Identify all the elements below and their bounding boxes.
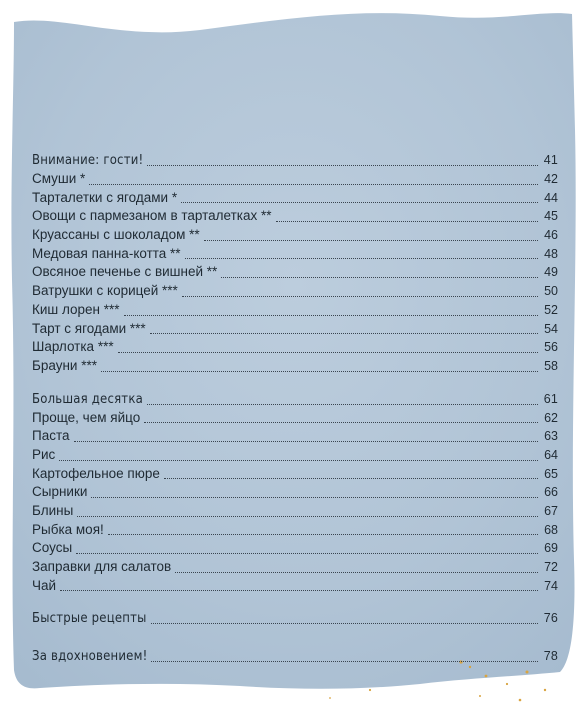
entry-title: Сырники xyxy=(32,484,88,500)
entry-title: Медовая панна-котта ** xyxy=(32,245,181,261)
dot-leader xyxy=(182,294,538,297)
entry-title: Ватрушки с корицей *** xyxy=(32,283,178,299)
dot-leader xyxy=(221,275,538,278)
toc-entry[interactable] xyxy=(32,226,558,245)
page-number: 76 xyxy=(543,611,558,626)
section-title: За вдохновением! xyxy=(32,649,148,665)
page-number: 49 xyxy=(544,265,558,280)
dot-leader xyxy=(89,182,538,185)
page-number: 50 xyxy=(544,284,558,299)
dot-leader xyxy=(60,588,538,591)
toc-section xyxy=(32,608,558,628)
table-of-contents xyxy=(32,150,558,679)
entry-title: Овощи с пармезаном в тарталетках ** xyxy=(32,208,272,224)
dot-leader xyxy=(150,331,538,334)
dot-leader xyxy=(101,369,538,372)
dot-leader xyxy=(147,402,538,405)
page-number: 64 xyxy=(544,447,558,462)
dot-leader xyxy=(118,350,538,353)
page-number: 62 xyxy=(544,410,558,425)
page-number: 78 xyxy=(543,649,558,664)
toc-entry[interactable] xyxy=(32,427,558,446)
toc-section xyxy=(32,646,558,666)
toc-section xyxy=(32,389,558,596)
entry-title: Паста xyxy=(32,428,70,444)
entry-title: Картофельное пюре xyxy=(32,465,160,481)
dot-leader xyxy=(175,570,538,573)
page-number: 42 xyxy=(544,172,558,186)
page-number: 66 xyxy=(544,485,558,500)
page-number: 45 xyxy=(544,209,558,224)
toc-entry[interactable] xyxy=(32,170,558,189)
section-heading[interactable] xyxy=(32,608,558,628)
page-number: 74 xyxy=(544,578,558,593)
dot-leader xyxy=(144,420,538,423)
toc-entry[interactable] xyxy=(32,558,558,577)
section-heading[interactable] xyxy=(32,150,558,170)
page-number: 63 xyxy=(544,429,558,444)
entry-title: Смуши * xyxy=(32,171,86,186)
dot-leader xyxy=(164,476,538,479)
page-number: 65 xyxy=(544,466,558,481)
entry-title: Круассаны с шоколадом ** xyxy=(32,227,200,243)
toc-entry[interactable] xyxy=(32,521,558,540)
section-heading[interactable] xyxy=(32,389,558,409)
toc-section xyxy=(32,150,558,376)
section-title: Внимание: гости! xyxy=(32,153,144,168)
dot-leader xyxy=(151,659,538,662)
toc-entry[interactable] xyxy=(32,282,558,301)
toc-entry[interactable] xyxy=(32,207,558,226)
toc-entry[interactable] xyxy=(32,320,558,339)
page-number: 58 xyxy=(544,358,558,373)
toc-entry[interactable] xyxy=(32,502,558,521)
dot-leader xyxy=(91,495,538,498)
page-number: 54 xyxy=(544,321,558,336)
entry-title: Проще, чем яйцо xyxy=(32,409,141,425)
toc-entry[interactable] xyxy=(32,465,558,484)
dot-leader xyxy=(59,458,538,461)
page-number: 56 xyxy=(544,340,558,355)
toc-entry[interactable] xyxy=(32,301,558,320)
entry-title: Заправки для салатов xyxy=(32,559,172,575)
dot-leader xyxy=(276,219,539,222)
page-number: 61 xyxy=(543,391,558,406)
entry-title: Чай xyxy=(32,577,57,593)
entry-title: Тарт с ягодами *** xyxy=(32,320,146,336)
dot-leader xyxy=(74,439,538,442)
toc-entry[interactable] xyxy=(32,409,558,428)
dot-leader xyxy=(204,238,538,241)
entry-title: Шарлотка *** xyxy=(32,339,114,355)
page-number: 72 xyxy=(544,560,558,575)
dot-leader xyxy=(147,163,538,166)
page-number: 68 xyxy=(544,522,558,537)
dot-leader xyxy=(185,256,538,259)
page-number: 46 xyxy=(544,228,558,243)
toc-entry[interactable] xyxy=(32,539,558,558)
section-title: Большая десятка xyxy=(32,391,143,407)
entry-title: Киш лорен *** xyxy=(32,301,120,317)
page-number: 48 xyxy=(544,246,558,261)
dot-leader xyxy=(181,200,538,203)
toc-entry[interactable] xyxy=(32,263,558,282)
dot-leader xyxy=(124,313,538,316)
section-title: Быстрые рецепты xyxy=(32,611,147,627)
entry-title: Овсяное печенье с вишней ** xyxy=(32,264,218,280)
page-number: 52 xyxy=(544,302,558,317)
page-number: 69 xyxy=(544,541,558,556)
entry-title: Рис xyxy=(32,446,56,462)
toc-entry[interactable] xyxy=(32,357,558,376)
dot-leader xyxy=(76,551,538,554)
toc-entry[interactable] xyxy=(32,245,558,264)
dot-leader xyxy=(77,514,538,517)
toc-entry[interactable] xyxy=(32,189,558,208)
toc-entry[interactable] xyxy=(32,338,558,357)
entry-title: Соусы xyxy=(32,540,73,556)
toc-entry[interactable] xyxy=(32,446,558,465)
page-number: 41 xyxy=(543,153,558,167)
section-heading[interactable] xyxy=(32,646,558,666)
dot-leader xyxy=(151,621,538,624)
entry-title: Тарталетки с ягодами * xyxy=(32,189,178,205)
entry-title: Блины xyxy=(32,503,74,518)
toc-entry[interactable] xyxy=(32,577,558,596)
page-number: 44 xyxy=(544,190,558,205)
toc-entry[interactable] xyxy=(32,483,558,502)
dot-leader xyxy=(108,532,538,535)
entry-title: Рыбка моя! xyxy=(32,521,104,537)
entry-title: Брауни *** xyxy=(32,357,97,373)
page-number: 67 xyxy=(544,504,558,518)
